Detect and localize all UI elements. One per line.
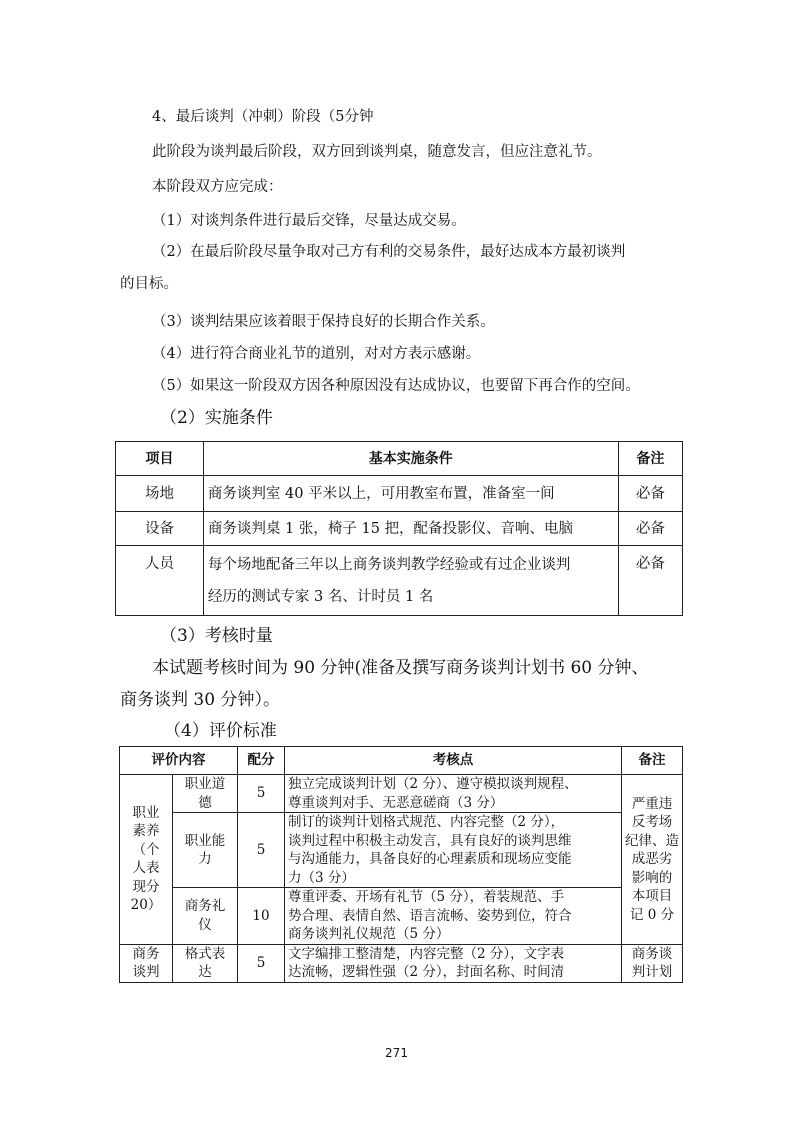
subcategory-cell: 职业道 德 xyxy=(173,775,238,813)
conditions-table xyxy=(115,441,683,616)
header-note: 备注 xyxy=(622,747,683,775)
subcategory-cell: 职业能 力 xyxy=(173,813,238,888)
table-row xyxy=(116,512,683,546)
cell-item: 设备 xyxy=(116,512,204,546)
category-cell: 商务 谈判 xyxy=(120,944,173,982)
paragraph: 本试题考核时间为 90 分钟(准备及撰写商务谈判计划书 60 分钟、 xyxy=(152,658,649,678)
list-item: （5）如果这一阶段双方因各种原因没有达成协议，也要留下再合作的空间。 xyxy=(152,378,640,394)
header-note: 备注 xyxy=(618,442,682,476)
evaluation-table xyxy=(119,746,683,983)
list-item-continuation: 的目标。 xyxy=(120,276,178,292)
score-cell: 5 xyxy=(238,813,285,888)
list-item: （3）谈判结果应该着眼于保持良好的长期合作关系。 xyxy=(152,314,495,330)
list-item: （1）对谈判条件进行最后交锋，尽量达成交易。 xyxy=(152,213,466,229)
category-cell: 职业 素养 （个 人表 现分 20） xyxy=(120,775,173,945)
header-points: 考核点 xyxy=(285,747,622,775)
cell-line: 每个场地配备三年以上商务谈判教学经验或有过企业谈判 xyxy=(207,556,571,573)
list-item: （4）进行符合商业礼节的道别，对对方表示感谢。 xyxy=(152,346,481,362)
table-row xyxy=(120,775,683,813)
section-title-duration: （3）考核时量 xyxy=(160,626,273,646)
header-content: 评价内容 xyxy=(120,747,238,775)
stage4-heading: 4、最后谈判（冲刺）阶段（5分钟 xyxy=(152,109,374,125)
paragraph: 此阶段为谈判最后阶段，双方回到谈判桌，随意发言，但应注意礼节。 xyxy=(152,144,602,160)
cell-condition xyxy=(203,546,618,616)
cell-note: 必备 xyxy=(618,546,682,616)
header-item: 项目 xyxy=(116,442,204,476)
score-cell: 5 xyxy=(238,775,285,813)
paragraph: 商务谈判 30 分钟）。 xyxy=(120,690,280,710)
cell-note: 必备 xyxy=(618,476,682,512)
note-cell: 严重违 反考场 纪律、造 成恶劣 影响的 本项目 记 0 分 xyxy=(622,775,683,945)
table-row xyxy=(120,888,683,945)
cell-item: 场地 xyxy=(116,476,204,512)
cell-item: 人员 xyxy=(116,546,204,616)
table-row xyxy=(116,546,683,616)
table-row xyxy=(116,476,683,512)
points-cell: 制订的谈判计划格式规范、内容完整（2 分）， 谈判过程中积极主动发言，具有良好的谈判思维 与沟通能力，具备良好的心理素质和现场应变能 力（3 分） xyxy=(285,813,622,888)
cell-condition: 商务谈判桌 1 张，椅子 15 把，配备投影仪、音响、电脑 xyxy=(203,512,618,546)
header-condition: 基本实施条件 xyxy=(203,442,618,476)
subcategory-cell: 格式表 达 xyxy=(173,944,238,982)
points-cell: 尊重评委、开场有礼节（5 分），着装规范、手 势合理、表情自然、语言流畅、姿势到位，符合 商务谈判礼仪规范（5 分） xyxy=(285,888,622,945)
header-score: 配分 xyxy=(238,747,285,775)
subcategory-cell: 商务礼 仪 xyxy=(173,888,238,945)
score-cell: 5 xyxy=(238,944,285,982)
table-row xyxy=(120,813,683,888)
table-row xyxy=(120,944,683,982)
note-cell: 商务谈 判计划 xyxy=(622,944,683,982)
score-cell: 10 xyxy=(238,888,285,945)
paragraph: 本阶段双方应完成： xyxy=(152,179,283,195)
cell-condition: 商务谈判室 40 平米以上，可用教室布置，准备室一间 xyxy=(203,476,618,512)
page-number: 271 xyxy=(385,1046,408,1060)
cell-note: 必备 xyxy=(618,512,682,546)
cell-line: 经历的测试专家 3 名、计时员 1 名 xyxy=(207,588,434,605)
list-item: （2）在最后阶段尽量争取对己方有利的交易条件，最好达成本方最初谈判 xyxy=(152,244,626,260)
section-title-criteria: （4）评价标准 xyxy=(164,721,277,741)
section-title-conditions: （2）实施条件 xyxy=(160,408,273,428)
points-cell: 独立完成谈判计划（2 分）、遵守模拟谈判规程、 尊重谈判对手、无恶意磋商（3 分） xyxy=(285,775,622,813)
points-cell: 文字编排工整清楚，内容完整（2 分），文字表 达流畅，逻辑性强（2 分），封面名称、时间清 xyxy=(285,944,622,982)
